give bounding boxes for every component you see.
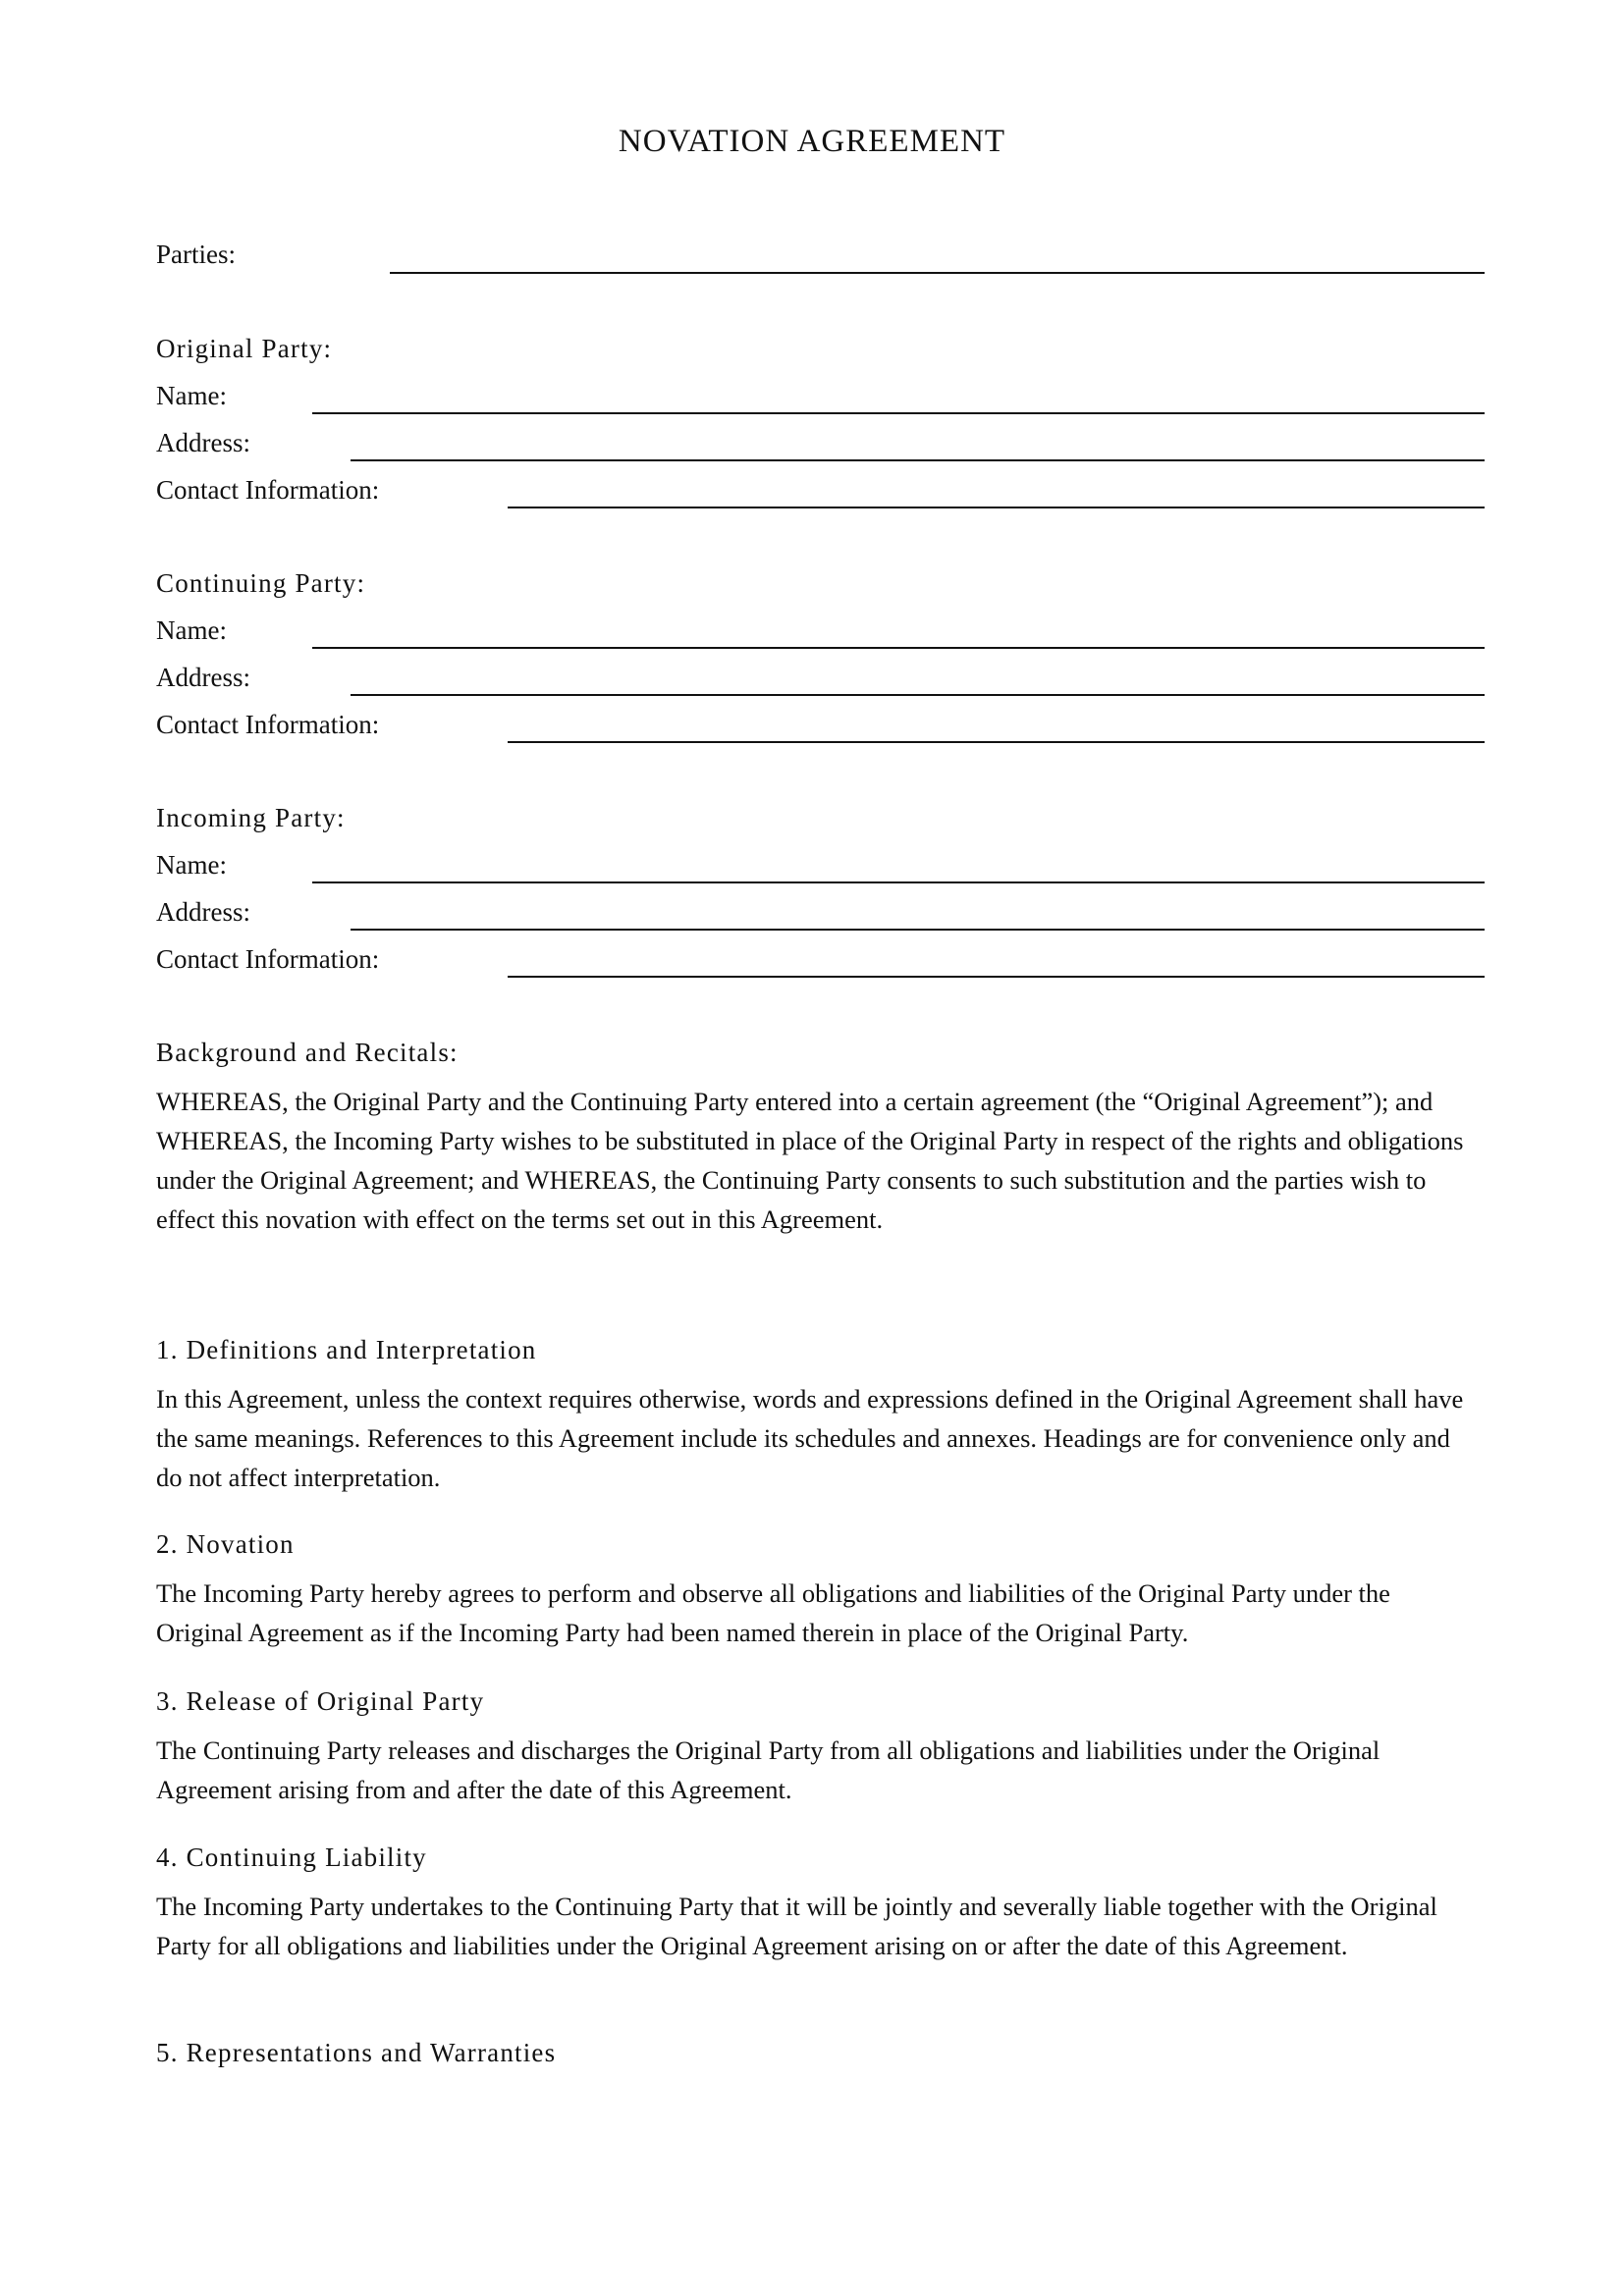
section-1-text: In this Agreement, unless the context requires otherwise, words and expressions defined in the Original Agreement shall have the same meanings. References to this Agreement include its schedules and annexes. Headings are for convenience only and do not affect interpretation. bbox=[156, 1384, 1464, 1492]
continuing-party-name-line[interactable] bbox=[312, 647, 1485, 649]
section-2-heading: 2. Novation bbox=[156, 1529, 295, 1559]
section-5-heading: 5. Representations and Warranties bbox=[156, 2038, 557, 2067]
incoming-party-contact-label: Contact Information: bbox=[156, 944, 380, 974]
original-party-contact-line[interactable] bbox=[508, 507, 1485, 508]
original-party-name-line[interactable] bbox=[312, 412, 1485, 414]
continuing-party-heading: Continuing Party: bbox=[156, 568, 366, 598]
section-4-text: The Incoming Party undertakes to the Continuing Party that it will be jointly and severally liable together with the Original Party for all obligations and liabilities under the Original Agreement arising on or after the date of this Agreement. bbox=[156, 1892, 1437, 1960]
incoming-party-address-line[interactable] bbox=[351, 929, 1485, 931]
continuing-party-address-line[interactable] bbox=[351, 694, 1485, 696]
section-2-text: The Incoming Party hereby agrees to perform and observe all obligations and liabilities of the Original Party under the Original Agreement as if the Incoming Party had been named therein in place of the Original Party. bbox=[156, 1578, 1390, 1647]
incoming-party-heading: Incoming Party: bbox=[156, 803, 346, 832]
incoming-party-contact-line[interactable] bbox=[508, 976, 1485, 978]
continuing-party-contact-line[interactable] bbox=[508, 741, 1485, 743]
original-party-heading: Original Party: bbox=[156, 334, 333, 363]
parties-label: Parties: bbox=[156, 240, 236, 269]
continuing-party-address-label: Address: bbox=[156, 663, 250, 692]
parties-blank-line[interactable] bbox=[390, 272, 1485, 274]
original-party-address-line[interactable] bbox=[351, 459, 1485, 461]
section-4-heading: 4. Continuing Liability bbox=[156, 1842, 427, 1872]
original-party-contact-label: Contact Information: bbox=[156, 475, 380, 505]
continuing-party-name-label: Name: bbox=[156, 615, 227, 645]
background-text: WHEREAS, the Original Party and the Continuing Party entered into a certain agreement (the “Original Agreement”); and WHEREAS, the Incoming Party wishes to be substituted in place of the Original Party in respect of the rights and obligations under the Original Agreement; and WHEREAS, the Continuing Party consents to such substitution and the parties wish to effect this novation with effect on the terms set out in this Agreement. bbox=[156, 1087, 1464, 1234]
incoming-party-address-label: Address: bbox=[156, 897, 250, 927]
original-party-address-label: Address: bbox=[156, 428, 250, 457]
continuing-party-contact-label: Contact Information: bbox=[156, 710, 380, 739]
document-title: NOVATION AGREEMENT bbox=[618, 124, 1006, 159]
incoming-party-name-line[interactable] bbox=[312, 881, 1485, 883]
section-1-heading: 1. Definitions and Interpretation bbox=[156, 1335, 537, 1364]
section-3-text: The Continuing Party releases and discharges the Original Party from all obligations and liabilities under the Original Agreement arising from and after the date of this Agreement. bbox=[156, 1735, 1380, 1804]
background-heading: Background and Recitals: bbox=[156, 1038, 459, 1067]
incoming-party-name-label: Name: bbox=[156, 850, 227, 880]
section-3-heading: 3. Release of Original Party bbox=[156, 1686, 485, 1716]
original-party-name-label: Name: bbox=[156, 381, 227, 410]
